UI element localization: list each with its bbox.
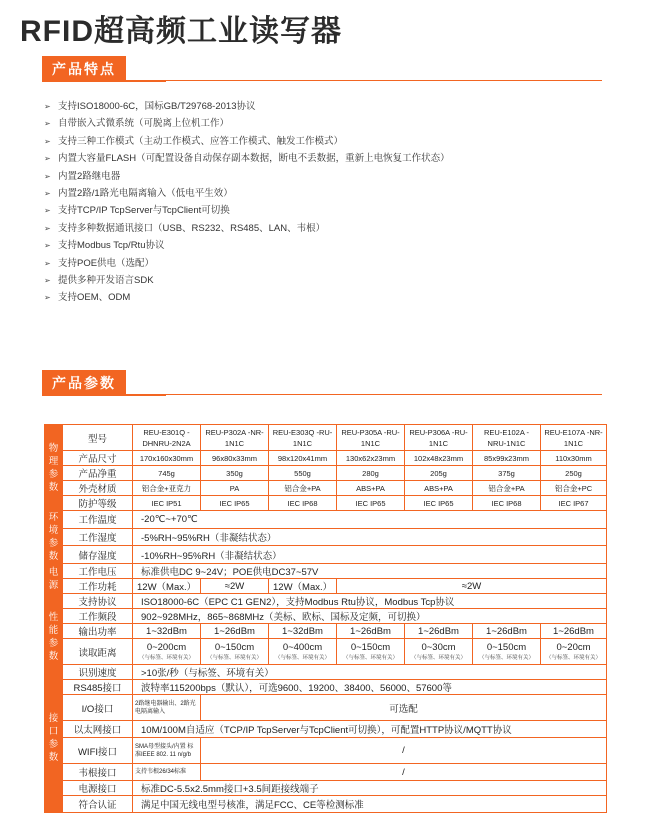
table-row [45, 425, 607, 451]
features-divider [42, 80, 602, 81]
material-cell: 铝合金+PA [473, 481, 541, 496]
range-cell: 0~20cm （与标签、环境有关） [541, 639, 607, 665]
weight-cell: 550g [269, 466, 337, 481]
row-label: 符合认证 [63, 796, 133, 813]
row-label: 输出功率 [63, 624, 133, 639]
arrow-bullet-icon: ➢ [44, 258, 51, 268]
table-row [45, 781, 607, 796]
io-value: 可选配 [201, 695, 607, 721]
row-label: 工作频段 [63, 609, 133, 624]
row-label: 产品尺寸 [63, 451, 133, 466]
row-label: RS485接口 [63, 680, 133, 695]
table-row [45, 481, 607, 496]
ip-cell: IEC IP67 [541, 496, 607, 511]
table-row [45, 695, 607, 721]
category-physical: 物理参数 [45, 425, 63, 511]
weight-cell: 280g [337, 466, 405, 481]
row-label: 电源接口 [63, 781, 133, 796]
arrow-bullet-icon: ➢ [44, 241, 51, 251]
table-row [45, 451, 607, 466]
params-heading: 产品参数 [42, 370, 126, 394]
weight-cell: 250g [541, 466, 607, 481]
features-heading: 产品特点 [42, 56, 126, 80]
params-divider [42, 394, 602, 395]
table-row [45, 546, 607, 564]
size-cell: 96x80x33mm [201, 451, 269, 466]
output-cell: 1~26dBm [473, 624, 541, 639]
arrow-bullet-icon: ➢ [44, 102, 51, 111]
feature-item: ➢ 支持三种工作模式（主动工作模式、应答工作模式、触发工作模式） [44, 133, 624, 150]
wifi-note: SMA母型接头/内置 标准IEEE 802. 11 n/g/b [133, 738, 201, 764]
ip-cell: IEC IP65 [201, 496, 269, 511]
category-blank [45, 796, 63, 813]
arrow-bullet-icon: ➢ [44, 275, 51, 285]
row-label: WIFI接口 [63, 738, 133, 764]
ip-cell: IEC IP65 [337, 496, 405, 511]
table-row [45, 528, 607, 546]
table-row [45, 564, 607, 579]
table-row [45, 496, 607, 511]
feature-item: ➢ 内置大容量FLASH（可配置设备自动保存副本数据，断电不丢数据，重新上电恢复工作状态） [44, 150, 624, 167]
size-cell: 85x99x23mm [473, 451, 541, 466]
speed-value: >10张/秒（与标签、环境有关） [133, 665, 607, 680]
table-row [45, 624, 607, 639]
work-temp-value: -20℃~+70℃ [133, 511, 607, 529]
ip-cell: IEC IP68 [269, 496, 337, 511]
arrow-bullet-icon: ➢ [44, 188, 51, 198]
power-cell: 12W（Max.） [269, 579, 337, 594]
weight-cell: 375g [473, 466, 541, 481]
row-label: 型号 [63, 425, 133, 451]
row-label: 防护等级 [63, 496, 133, 511]
category-performance: 性能参数 [45, 594, 63, 680]
model-cell: REU-P306A -RU-1N1C [405, 425, 473, 451]
feature-item: ➢ 支持ISO18000-6C，国标GB/T29768-2013协议 [44, 98, 624, 115]
feature-item: ➢ 提供多种开发语言SDK [44, 272, 624, 289]
row-label: 以太网接口 [63, 721, 133, 738]
cert-value: 满足中国无线电型号核准，满足FCC、CE等检测标准 [133, 796, 607, 813]
arrow-bullet-icon: ➢ [44, 136, 51, 146]
output-cell: 1~32dBm [133, 624, 201, 639]
ethernet-value: 10M/100M自适应（TCP/IP TcpServer与TcpClient可切换），可配置HTTP协议/MQTT协议 [133, 721, 607, 738]
table-row [45, 764, 607, 781]
material-cell: PA [201, 481, 269, 496]
table-row [45, 738, 607, 764]
row-label: 工作温度 [63, 511, 133, 529]
feature-item: ➢ 支持TCP/IP TcpServer与TcpClient可切换 [44, 202, 624, 219]
range-cell: 0~150cm （与标签、环境有关） [201, 639, 269, 665]
feature-item: ➢ 内置2路继电器 [44, 168, 624, 185]
wiegand-note: 支持韦根26/34标准 [133, 764, 201, 781]
ip-cell: IEC IP51 [133, 496, 201, 511]
io-note: 2路继电器输出、2路光电隔离输入 [133, 695, 201, 721]
size-cell: 110x30mm [541, 451, 607, 466]
range-cell: 0~30cm （与标签、环境有关） [405, 639, 473, 665]
work-humidity-value: -5%RH~95%RH（非凝结状态） [133, 528, 607, 546]
output-cell: 1~32dBm [269, 624, 337, 639]
wiegand-value: / [201, 764, 607, 781]
wifi-value: / [201, 738, 607, 764]
model-cell: REU-E102A -NRU-1N1C [473, 425, 541, 451]
store-humidity-value: -10%RH~95%RH（非凝结状态） [133, 546, 607, 564]
frequency-value: 902~928MHz，865~868MHz（美标、欧标、国标及定频，可切换） [133, 609, 607, 624]
table-row [45, 579, 607, 594]
row-label: 韦根接口 [63, 764, 133, 781]
rs485-value: 波特率115200bps（默认），可选9600、19200、38400、56000、57600等 [133, 680, 607, 695]
model-cell: REU-E301Q -DHNRU-2N2A [133, 425, 201, 451]
row-label: 产品净重 [63, 466, 133, 481]
range-cell: 0~400cm （与标签、环境有关） [269, 639, 337, 665]
range-cell: 0~150cm （与标签、环境有关） [473, 639, 541, 665]
size-cell: 170x160x30mm [133, 451, 201, 466]
row-label: 工作湿度 [63, 528, 133, 546]
voltage-value: 标准供电DC 9~24V；POE供电DC37~57V [133, 564, 607, 579]
row-label: I/O接口 [63, 695, 133, 721]
category-environment: 环境参数 [45, 511, 63, 564]
model-cell: REU-P302A -NR-1N1C [201, 425, 269, 451]
table-row [45, 796, 607, 813]
output-cell: 1~26dBm [541, 624, 607, 639]
power-cell: 12W（Max.） [133, 579, 201, 594]
ip-cell: IEC IP68 [473, 496, 541, 511]
arrow-bullet-icon: ➢ [44, 154, 51, 164]
feature-item: ➢ 支持Modbus Tcp/Rtu协议 [44, 237, 624, 254]
arrow-bullet-icon: ➢ [44, 119, 51, 129]
table-row [45, 511, 607, 529]
model-cell: REU-E107A -NR-1N1C [541, 425, 607, 451]
ip-cell: IEC IP65 [405, 496, 473, 511]
size-cell: 130x62x23mm [337, 451, 405, 466]
output-cell: 1~26dBm [201, 624, 269, 639]
row-label: 工作电压 [63, 564, 133, 579]
table-row [45, 680, 607, 695]
row-label: 储存湿度 [63, 546, 133, 564]
feature-item: ➢ 内置2路/1路光电隔离输入（低电平生效） [44, 185, 624, 202]
range-cell: 0~200cm （与标签、环境有关） [133, 639, 201, 665]
arrow-bullet-icon: ➢ [44, 171, 51, 181]
material-cell: 铝合金+PC [541, 481, 607, 496]
category-power: 电源 [45, 564, 63, 594]
feature-item: ➢ 支持多种数据通讯接口（USB、RS232、RS485、LAN、韦根） [44, 220, 624, 237]
feature-item: ➢ 支持POE供电（选配） [44, 255, 624, 272]
feature-item: ➢ 支持OEM、ODM [44, 289, 624, 306]
output-cell: 1~26dBm [337, 624, 405, 639]
material-cell: ABS+PA [337, 481, 405, 496]
weight-cell: 205g [405, 466, 473, 481]
row-label: 外壳材质 [63, 481, 133, 496]
size-cell: 98x120x41mm [269, 451, 337, 466]
range-cell: 0~150cm （与标签、环境有关） [337, 639, 405, 665]
category-interface: 接口参数 [45, 680, 63, 796]
table-row [45, 594, 607, 609]
material-cell: 铝合金+PA [269, 481, 337, 496]
material-cell: 铝合金+亚克力 [133, 481, 201, 496]
psu-value: 标准DC-5.5x2.5mm接口+3.5间距接线端子 [133, 781, 607, 796]
material-cell: ABS+PA [405, 481, 473, 496]
model-cell: REU-P305A -RU-1N1C [337, 425, 405, 451]
power-cell: ≈2W [337, 579, 607, 594]
feature-item: ➢ 自带嵌入式微系统（可脱离上位机工作） [44, 115, 624, 132]
row-label: 识别速度 [63, 665, 133, 680]
weight-cell: 745g [133, 466, 201, 481]
arrow-bullet-icon: ➢ [44, 206, 51, 216]
weight-cell: 350g [201, 466, 269, 481]
model-cell: REU-E303Q -RU-1N1C [269, 425, 337, 451]
row-label: 工作功耗 [63, 579, 133, 594]
protocol-value: ISO18000-6C（EPC C1 GEN2），支持Modbus Rtu协议，Modbus Tcp协议 [133, 594, 607, 609]
table-row [45, 639, 607, 665]
table-row [45, 721, 607, 738]
size-cell: 102x48x23mm [405, 451, 473, 466]
table-row [45, 665, 607, 680]
row-label: 读取距离 [63, 639, 133, 665]
table-row [45, 609, 607, 624]
page-title: RFID超高频工业读写器 [20, 15, 342, 48]
power-cell: ≈2W [201, 579, 269, 594]
row-label: 支持协议 [63, 594, 133, 609]
arrow-bullet-icon: ➢ [44, 293, 51, 303]
table-row [45, 466, 607, 481]
output-cell: 1~26dBm [405, 624, 473, 639]
feature-list [44, 98, 624, 307]
arrow-bullet-icon: ➢ [44, 223, 51, 233]
spec-table [44, 424, 607, 813]
